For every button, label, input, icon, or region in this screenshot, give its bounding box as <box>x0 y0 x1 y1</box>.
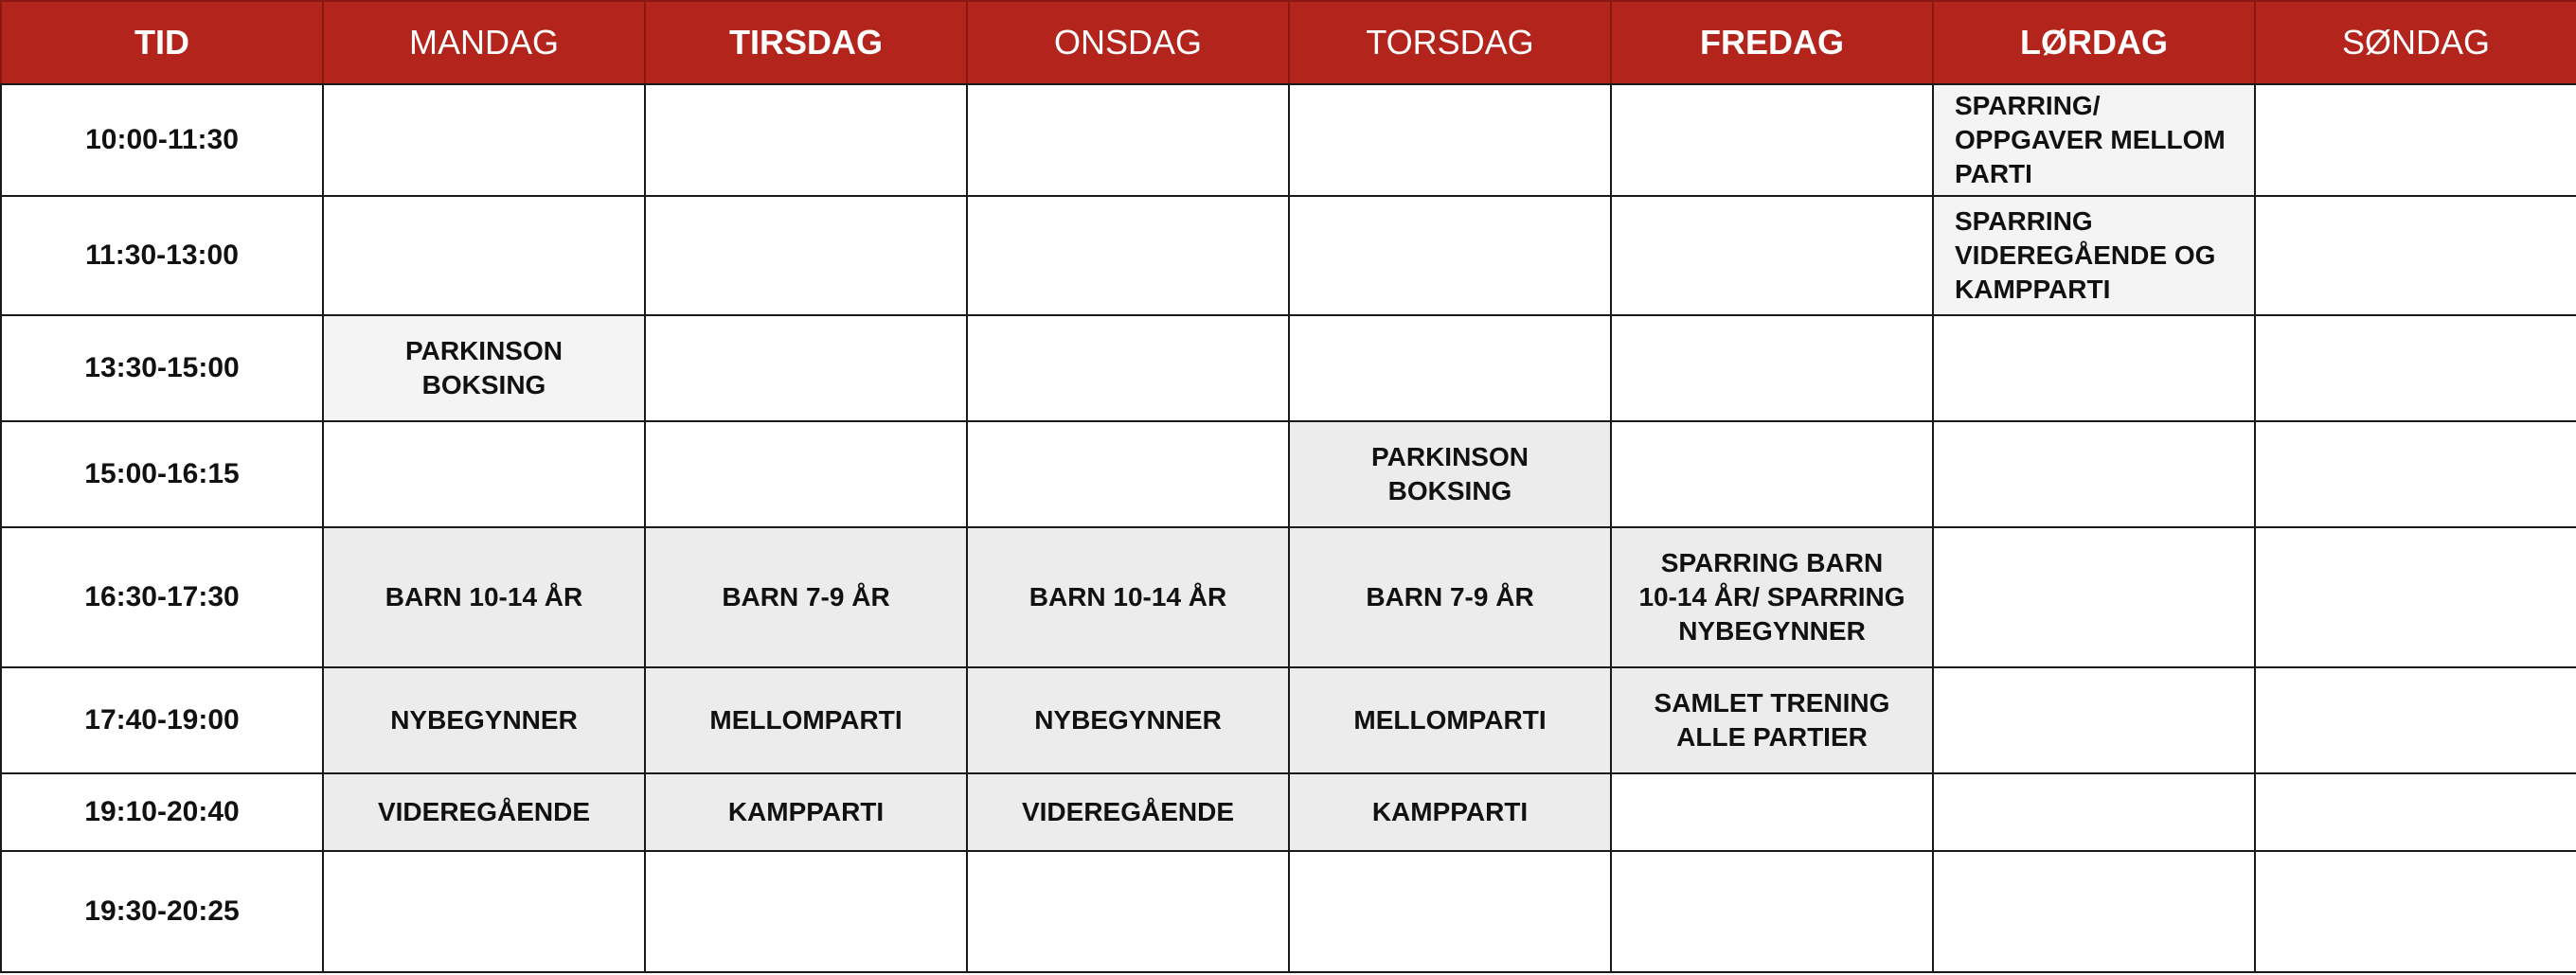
time-cell: 17:40-19:00 <box>1 667 323 773</box>
table-row <box>1 84 2576 196</box>
header-row <box>1 1 2576 84</box>
schedule-cell <box>1611 773 1933 851</box>
schedule-cell <box>2255 773 2576 851</box>
schedule-cell: MELLOMPARTI <box>1289 667 1611 773</box>
schedule-cell <box>323 851 645 972</box>
table-row <box>1 773 2576 851</box>
table-row <box>1 315 2576 421</box>
schedule-cell: NYBEGYNNER <box>323 667 645 773</box>
schedule-cell: SPARRING BARN 10-14 ÅR/ SPARRING NYBEGYNNER <box>1611 527 1933 667</box>
schedule-cell <box>645 196 967 315</box>
time-cell: 19:10-20:40 <box>1 773 323 851</box>
schedule-cell <box>645 421 967 527</box>
schedule-cell <box>2255 667 2576 773</box>
header-fredag: FREDAG <box>1611 1 1933 84</box>
schedule-cell <box>2255 527 2576 667</box>
schedule-cell <box>1933 315 2255 421</box>
schedule-cell <box>967 851 1289 972</box>
schedule-cell <box>645 84 967 196</box>
schedule-cell <box>1289 315 1611 421</box>
schedule-cell: KAMPPARTI <box>645 773 967 851</box>
table-row <box>1 851 2576 972</box>
table-row <box>1 196 2576 315</box>
schedule-cell: BARN 7-9 ÅR <box>645 527 967 667</box>
schedule-cell <box>2255 84 2576 196</box>
schedule-cell <box>1289 851 1611 972</box>
time-cell: 19:30-20:25 <box>1 851 323 972</box>
schedule-cell: PARKINSON BOKSING <box>1289 421 1611 527</box>
schedule-cell: VIDEREGÅENDE <box>967 773 1289 851</box>
schedule-cell: MELLOMPARTI <box>645 667 967 773</box>
header-onsdag: ONSDAG <box>967 1 1289 84</box>
schedule-cell <box>967 84 1289 196</box>
schedule-cell: PARKINSON BOKSING <box>323 315 645 421</box>
header-lordag: LØRDAG <box>1933 1 2255 84</box>
schedule-cell <box>1289 84 1611 196</box>
schedule-cell: SPARRING/ OPPGAVER MELLOM PARTI <box>1933 84 2255 196</box>
schedule-cell: SAMLET TRENING ALLE PARTIER <box>1611 667 1933 773</box>
header-sondag: SØNDAG <box>2255 1 2576 84</box>
schedule-cell: NYBEGYNNER <box>967 667 1289 773</box>
header-torsdag: TORSDAG <box>1289 1 1611 84</box>
schedule-cell <box>323 84 645 196</box>
header-mandag: MANDAG <box>323 1 645 84</box>
header-tid: TID <box>1 1 323 84</box>
time-cell: 15:00-16:15 <box>1 421 323 527</box>
schedule-cell <box>2255 851 2576 972</box>
header-tirsdag: TIRSDAG <box>645 1 967 84</box>
schedule-cell <box>2255 196 2576 315</box>
schedule-cell <box>645 851 967 972</box>
schedule-cell <box>1933 773 2255 851</box>
schedule-cell: SPARRING VIDEREGÅENDE OG KAMPPARTI <box>1933 196 2255 315</box>
schedule-cell <box>2255 315 2576 421</box>
schedule-cell <box>967 196 1289 315</box>
schedule-cell <box>1611 851 1933 972</box>
schedule-cell: VIDEREGÅENDE <box>323 773 645 851</box>
schedule-cell <box>967 315 1289 421</box>
table-row <box>1 667 2576 773</box>
schedule-cell: BARN 7-9 ÅR <box>1289 527 1611 667</box>
schedule-cell <box>1289 196 1611 315</box>
schedule-cell <box>1933 667 2255 773</box>
schedule-cell <box>1611 84 1933 196</box>
schedule-cell <box>1933 851 2255 972</box>
schedule-cell: BARN 10-14 ÅR <box>323 527 645 667</box>
time-cell: 16:30-17:30 <box>1 527 323 667</box>
schedule-cell <box>967 421 1289 527</box>
schedule-cell <box>323 421 645 527</box>
schedule-cell <box>1611 196 1933 315</box>
schedule-cell <box>1933 527 2255 667</box>
schedule-cell <box>1611 421 1933 527</box>
schedule-cell <box>2255 421 2576 527</box>
time-cell: 13:30-15:00 <box>1 315 323 421</box>
schedule-cell: KAMPPARTI <box>1289 773 1611 851</box>
schedule-cell <box>1611 315 1933 421</box>
time-cell: 11:30-13:00 <box>1 196 323 315</box>
time-cell: 10:00-11:30 <box>1 84 323 196</box>
schedule-cell: BARN 10-14 ÅR <box>967 527 1289 667</box>
schedule-cell <box>1933 421 2255 527</box>
table-row <box>1 421 2576 527</box>
table-row <box>1 527 2576 667</box>
schedule-cell <box>323 196 645 315</box>
schedule-cell <box>645 315 967 421</box>
